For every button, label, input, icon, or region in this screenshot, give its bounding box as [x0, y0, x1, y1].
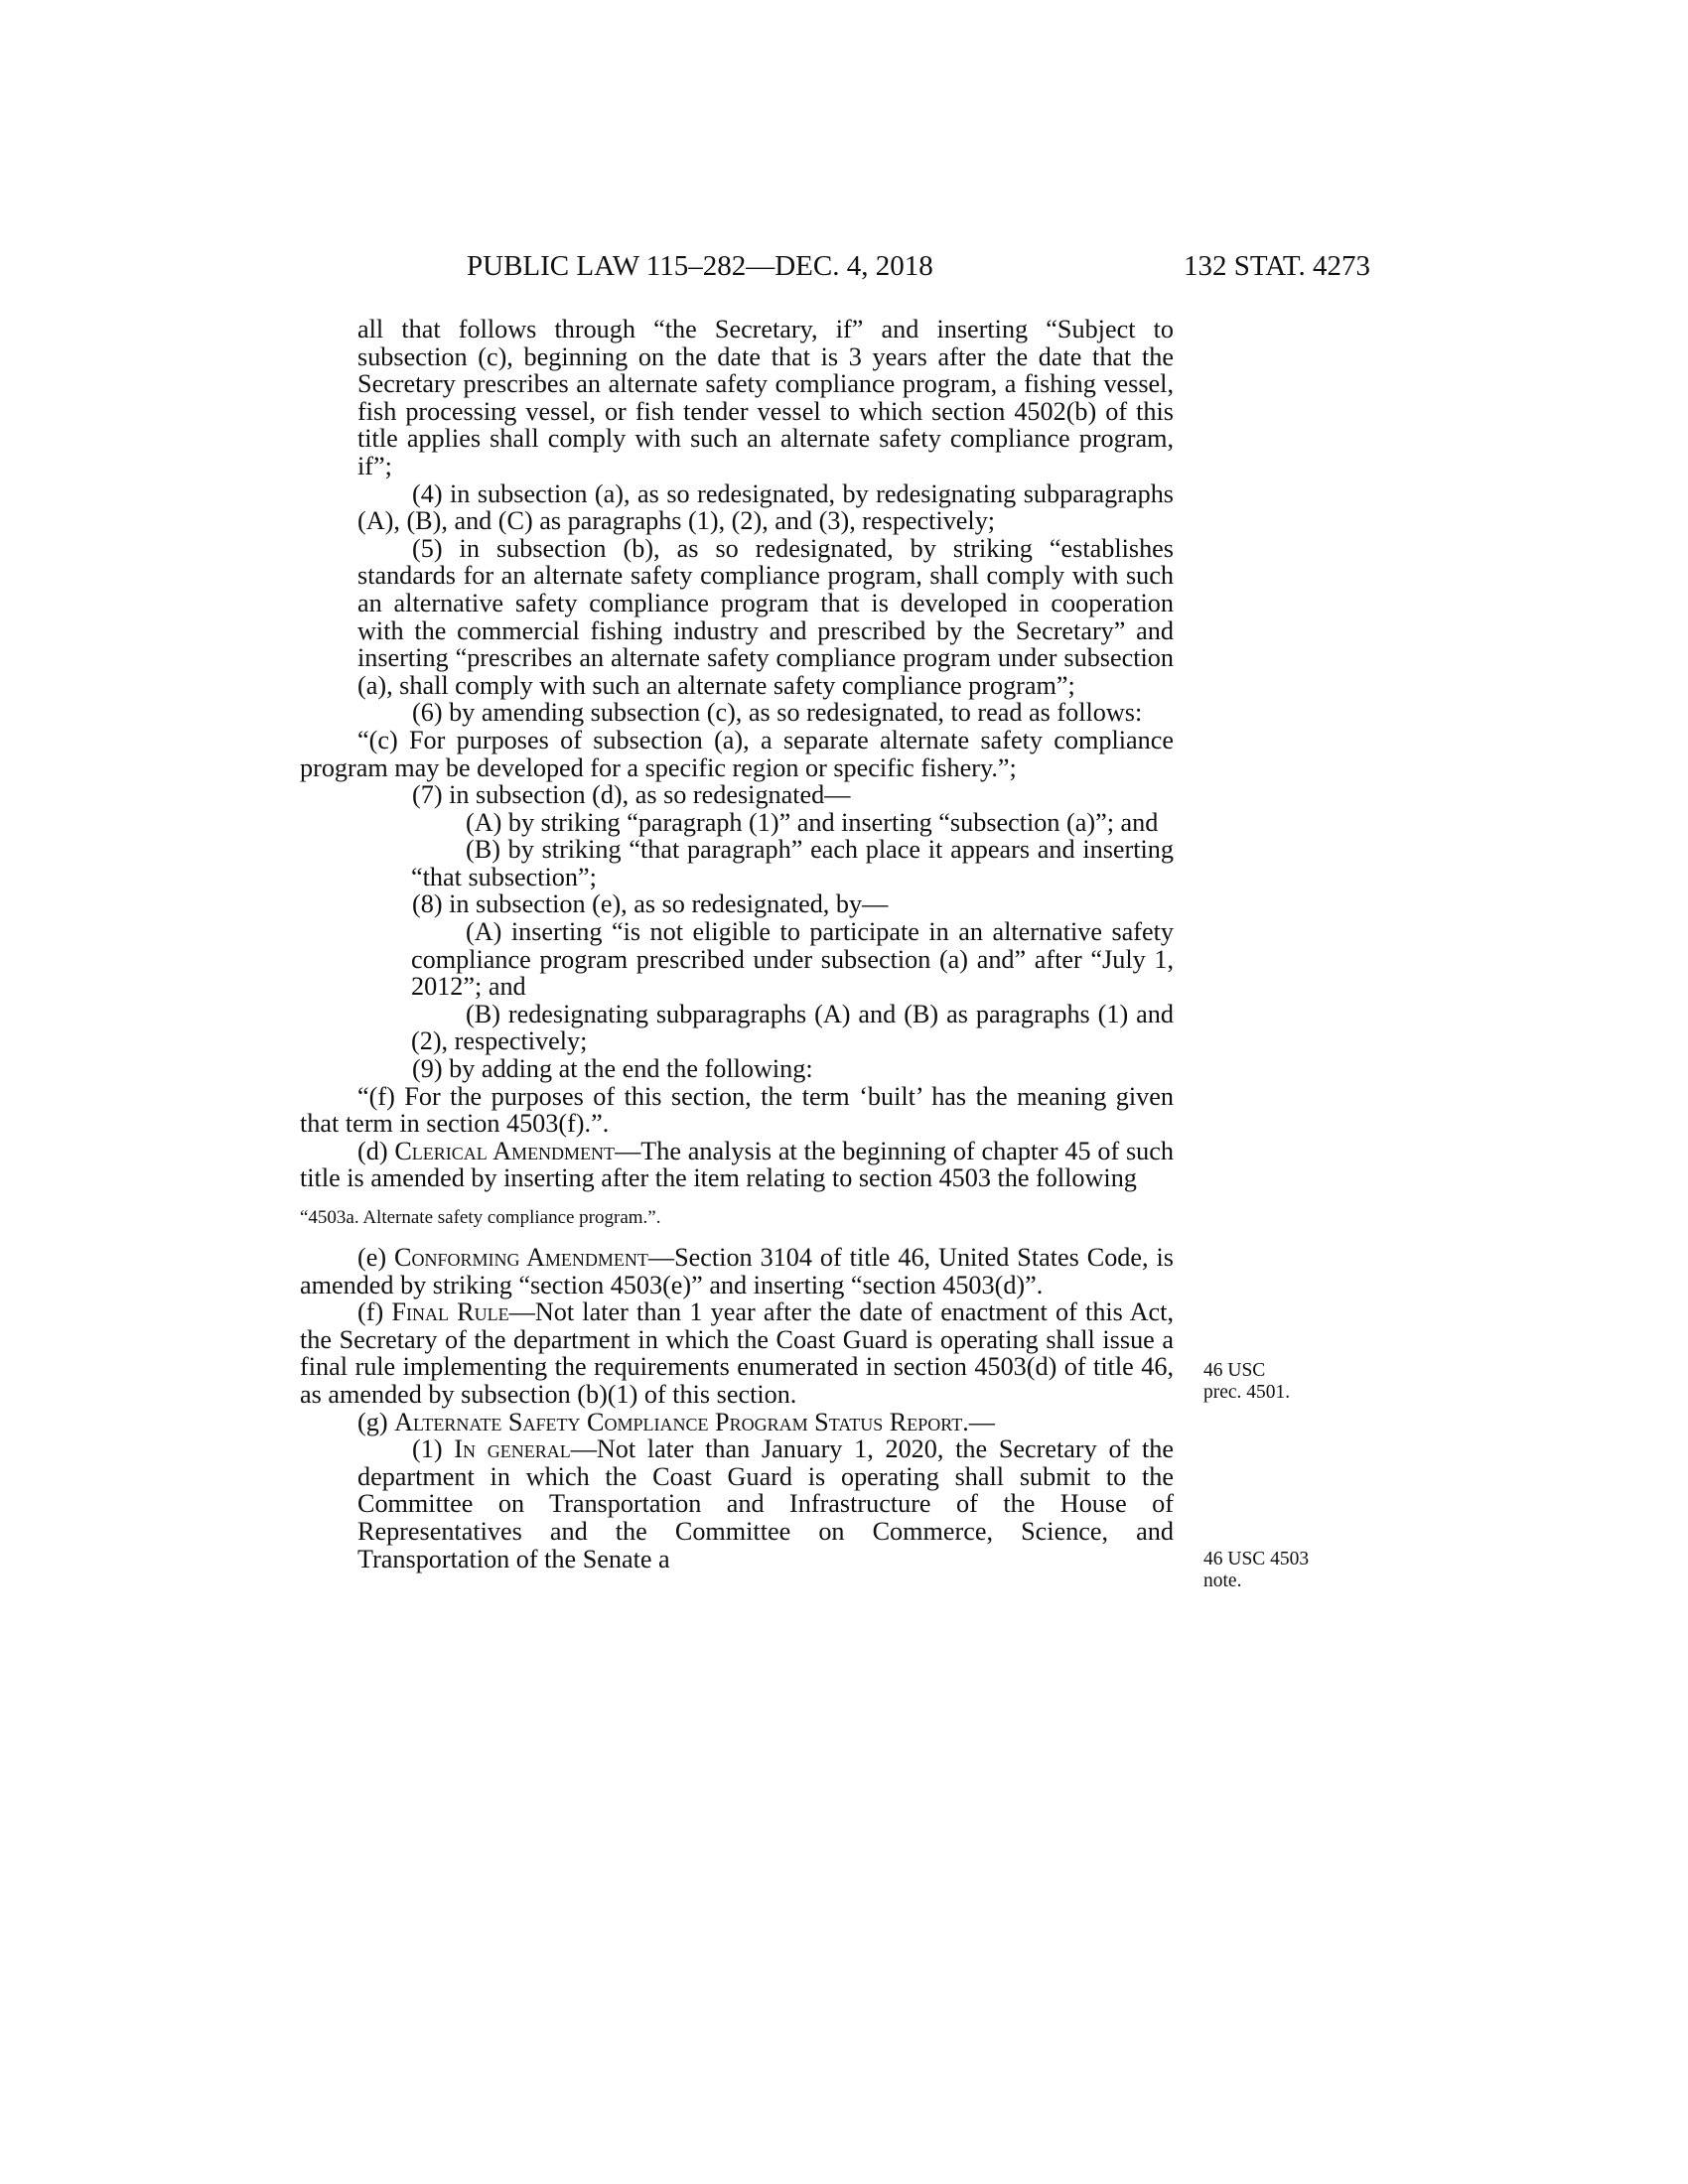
- subsection-e-text: —Section 3104 of title 46, United States Code, is amended by striking “section 4503(e)” and inserting “section 4503(d)”.: [300, 1243, 1174, 1299]
- margin-note-2-line-2: note.: [1203, 1570, 1242, 1591]
- paragraph-7: (7) in subsection (d), as so redesignated—: [412, 780, 851, 810]
- analysis-item: “4503a. Alternate safety compliance program.”.: [300, 1207, 661, 1228]
- paragraph-6: (6) by amending subsection (c), as so redesignated, to read as follows:: [412, 698, 1143, 728]
- subsection-d-text: —The analysis at the beginning of chapter 45 of such title is amended by inserting after the item relating to section 4503 the following: [300, 1136, 1174, 1193]
- page-header: [298, 250, 1370, 290]
- paragraph-5: (5) in subsection (b), as so redesignated, by striking “establishes standards for an alternate safety compliance program, shall comply with such an alternative safety compliance program that is developed in cooperation with the commercial fishing industry and prescribed by the Secretary” and inserting “prescribes an alternate safety compliance program under subsection (a), shall comply with such an alternate safety compliance program”;: [357, 533, 1174, 700]
- header-title: PUBLIC LAW 115–282—DEC. 4, 2018: [467, 250, 933, 282]
- paragraph-8-b: (B) redesignating subparagraphs (A) and (B) as paragraphs (1) and (2), respectively;: [411, 999, 1174, 1056]
- margin-note-2-line-1: 46 USC 4503: [1203, 1549, 1310, 1570]
- subsection-d-prefix: (d): [357, 1136, 395, 1165]
- margin-note-usc-prec-4501: [1203, 1360, 1352, 1404]
- subsection-f: [300, 1298, 1174, 1408]
- subsection-f-title: Final Rule: [391, 1297, 509, 1327]
- subsection-g-title: Alternate Safety Compliance Program Status Report.—: [394, 1407, 995, 1436]
- margin-note-1-line-2: prec. 4501.: [1203, 1382, 1291, 1403]
- paragraph-continuation: all that follows through “the Secretary, if” and inserting “Subject to subsection (c), beginning on the date that is 3 years after the date that the Secretary prescribes an alternate safety compliance program, a fishing vessel, fish processing vessel, or fish tender vessel to which section 4502(b) of this title applies shall comply with such an alternate safety compliance program, if”;: [357, 315, 1174, 480]
- paragraph-7-a: (A) by striking “paragraph (1)” and inserting “subsection (a)”; and: [466, 807, 1159, 837]
- paragraph-8: (8) in subsection (e), as so redesignated, by—: [412, 889, 889, 919]
- subsection-g-1-prefix: (1): [412, 1434, 455, 1464]
- document-body: [300, 316, 1174, 1572]
- subsection-e-prefix: (e): [357, 1243, 395, 1272]
- header-stat-page: 132 STAT. 4273: [1183, 250, 1370, 282]
- subsection-e-title: Conforming Amendment: [394, 1243, 648, 1272]
- subsection-g-heading: [300, 1409, 1174, 1436]
- subsection-g-1: [300, 1435, 1174, 1572]
- subsection-e: [300, 1244, 1174, 1298]
- quoted-subsection-c: “(c) For purposes of subsection (a), a separate alternate safety compliance program may be developed for a specific region or specific fishery.”;: [300, 725, 1174, 782]
- paragraph-4: (4) in subsection (a), as so redesignated, by redesignating subparagraphs (A), (B), and (C) as paragraphs (1), (2), and (3), respectively;: [357, 478, 1174, 536]
- paragraph-9: (9) by adding at the end the following:: [412, 1054, 813, 1084]
- subsection-d-title: Clerical Amendment: [394, 1136, 616, 1165]
- subsection-g-1-title: In general: [454, 1434, 571, 1464]
- margin-note-1-line-1: 46 USC: [1203, 1360, 1266, 1381]
- quoted-subsection-f: “(f) For the purposes of this section, the term ‘built’ has the meaning given that term in section 4503(f).”.: [300, 1081, 1174, 1139]
- subsection-g-prefix: (g): [357, 1407, 395, 1436]
- paragraph-7-b: (B) by striking “that paragraph” each place it appears and inserting “that subsection”;: [411, 835, 1174, 891]
- subsection-g-1-text: —Not later than January 1, 2020, the Secretary of the department in which the Coast Guard is operating shall submit to the Committee on Transportation and Infrastructure of the House of Representatives and the Committee on Commerce, Science, and Transportation of the Senate a: [357, 1434, 1174, 1573]
- paragraph-8-a: (A) inserting “is not eligible to participate in an alternative safety compliance program prescribed under subsection (a) and” after “July 1, 2012”; and: [411, 917, 1174, 1002]
- subsection-f-text: —Not later than 1 year after the date of enactment of this Act, the Secretary of the department in which the Coast Guard is operating shall issue a final rule implementing the requirements enumerated in section 4503(d) of title 46, as amended by subsection (b)(1) of this section.: [300, 1297, 1175, 1409]
- subsection-f-prefix: (f): [357, 1297, 392, 1327]
- subsection-d: [300, 1138, 1174, 1192]
- margin-note-usc-4503-note: [1203, 1549, 1352, 1592]
